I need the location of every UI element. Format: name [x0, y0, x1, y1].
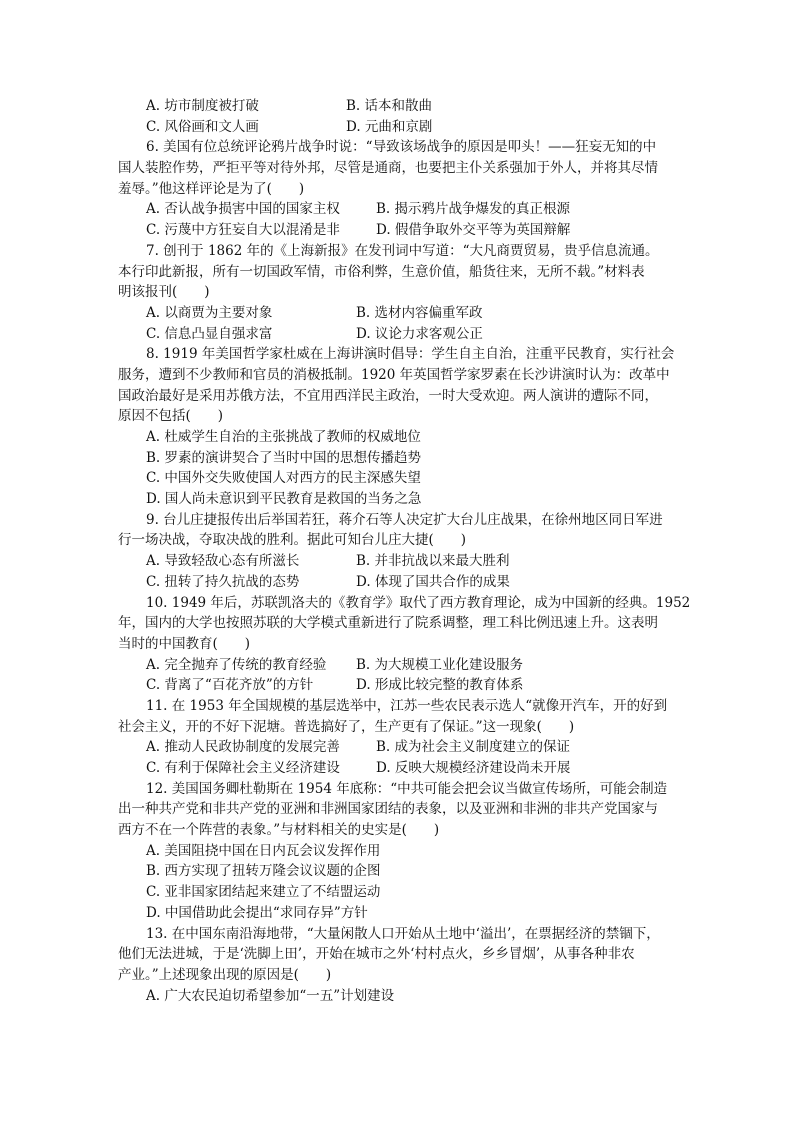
q13-stem-line3: 产业。”上述现象出现的原因是( ): [118, 966, 332, 983]
q10-stem-line2: 年，国内的大学也按照苏联的大学模式重新进行了院系调整，理工科比例迅速上升。这表明: [118, 615, 658, 632]
q10-options-row2: [118, 675, 678, 696]
q7-stem-line3: 明该报刊( ): [118, 284, 210, 301]
q7-option-c: C. 信息凸显自强求富: [146, 325, 273, 342]
q6-option-d: D. 假借争取外交平等为英国辩解: [376, 222, 571, 239]
q10-stem-line3: 当时的中国教育( ): [118, 635, 251, 652]
q9-stem-line1: 9. 台儿庄捷报传出后举国若狂，蒋介石等人决定扩大台儿庄战果，在徐州地区同日军进: [146, 511, 663, 528]
q9-stem-line2: 行一场决战，夺取决战的胜利。据此可知台儿庄大捷( ): [118, 532, 467, 549]
q12-option-c: C. 亚非国家团结起来建立了不结盟运动: [146, 884, 381, 901]
q8-option-a: A. 杜威学生自治的主张挑战了教师的权威地位: [146, 429, 421, 445]
q11-option-c: C. 有利于保障社会主义经济建设: [146, 760, 340, 776]
q7-options-row2: [118, 324, 678, 345]
q8-option-c: C. 中国外交失败使国人对西方的民主深感失望: [146, 470, 421, 487]
q5-option-c: C. 风俗画和文人画: [146, 118, 259, 135]
q6-stem-line2: 国人装腔作势，严拒平等对待外邦，尽管是通商，也要把主仆关系强加于外人，并将其尽情: [118, 160, 658, 177]
q7-option-b: B. 选材内容偏重军政: [356, 304, 483, 321]
exam-page: [118, 96, 691, 1006]
q13-stem-line1: 13. 在中国东南沿海地带，“大量闲散人口开始从土地中‘溢出’，在票据经济的禁锢下，: [146, 925, 660, 942]
q6-option-a: A. 否认战争损害中国的国家主权: [146, 201, 340, 218]
q10-option-c: C. 背离了“百花齐放”的方针: [146, 677, 314, 694]
q9-options-row1: [118, 551, 678, 572]
q12-stem-line3: 西方不在一个阵营的表象。”与材料相关的史实是( ): [118, 822, 440, 839]
q7-option-a: A. 以商贾为主要对象: [146, 304, 273, 321]
q7-option-d: D. 议论力求客观公正: [356, 325, 483, 342]
q10-stem-line1: 10. 1949 年后，苏联凯洛夫的《教育学》取代了西方教育理论，成为中国新的经典。1952: [146, 594, 691, 611]
q11-stem-line1: 11. 在 1953 年全国规模的基层选举中，江苏一些农民表示选人“就像开汽车，开的好到: [146, 697, 668, 714]
q5-options-row2: [118, 117, 678, 138]
q8-stem-line4: 原因不包括( ): [118, 408, 224, 425]
q13-stem-line2: 他们无法进城，于是‘洗脚上田’，开始在城市之外‘村村点火，乡乡冒烟’，从事各种非农: [118, 946, 635, 963]
q5-option-d: D. 元曲和京剧: [346, 118, 433, 135]
q8-option-d: D. 国人尚未意识到平民教育是救国的当务之急: [146, 491, 422, 508]
q9-option-a: A. 导致轻敌心态有所滋长: [146, 553, 300, 570]
q11-options-row2: [118, 758, 678, 779]
q10-options-row1: [118, 655, 678, 676]
q9-option-d: D. 体现了国共合作的成果: [356, 573, 510, 590]
q6-stem-line1: 6. 美国有位总统评论鸦片战争时说：“导致该场战争的原因是叩头！——狂妄无知的中: [146, 139, 657, 156]
q12-option-a: A. 美国阻挠中国在日内瓦会议发挥作用: [146, 842, 381, 859]
q9-option-c: C. 扭转了持久抗战的态势: [146, 573, 300, 590]
q12-option-b: B. 西方实现了扭转万隆会议议题的企图: [146, 863, 381, 880]
q11-option-b: B. 成为社会主义制度建立的保证: [376, 739, 571, 756]
q8-stem-line2: 服务，遭到不少教师和官员的消极抵制。1920 年英国哲学家罗素在长沙讲演时认为：改革中: [118, 366, 670, 383]
q11-option-a: A. 推动人民政协制度的发展完善: [146, 739, 340, 756]
q12-option-d: D. 中国借助此会提出“求同存异”方针: [146, 904, 368, 921]
q10-option-d: D. 形成比较完整的教育体系: [356, 677, 524, 694]
q11-stem-line2: 社会主义，开的不好下泥塘。普选搞好了，生产更有了保证。”这一现象( ): [118, 718, 575, 735]
q7-options-row1: [118, 303, 678, 324]
q6-options-row2: [118, 220, 678, 241]
q6-option-c: C. 污蔑中方狂妄自大以混淆是非: [146, 222, 340, 239]
q11-options-row1: [118, 737, 678, 758]
q8-option-b: B. 罗素的演讲契合了当时中国的思想传播趋势: [146, 449, 422, 466]
q7-stem-line2: 本行印此新报，所有一切国政军情，市俗利弊，生意价值，船货往来，无所不载。”材料表: [118, 263, 645, 280]
q5-option-a: A. 坊市制度被打破: [146, 98, 259, 114]
q5-option-b: B. 话本和散曲: [346, 98, 433, 114]
q10-option-a: A. 完全抛弃了传统的教育经验: [146, 656, 327, 673]
q9-options-row2: [118, 572, 678, 593]
q11-option-d: D. 反映大规模经济建设尚未开展: [376, 760, 571, 776]
q9-option-b: B. 并非抗战以来最大胜利: [356, 553, 510, 570]
q12-stem-line2: 出一种共产党和非共产党的亚洲和非洲国家团结的表象，以及亚洲和非洲的非共产党国家与: [118, 801, 658, 818]
q8-stem-line3: 国政治最好是采用苏俄方法，不宜用西洋民主政治，一时大受欢迎。两人演讲的遭际不同，: [118, 387, 658, 404]
q6-option-b: B. 揭示鸦片战争爆发的真正根源: [376, 201, 571, 218]
q5-options-row1: [118, 96, 678, 117]
q6-stem-line3: 羞辱。”他这样评论是为了( ): [118, 180, 305, 197]
q7-stem-line1: 7. 创刊于 1862 年的《上海新报》在发刊词中写道：“大凡商贾贸易，贵乎信息流通。: [146, 242, 659, 259]
q10-option-b: B. 为大规模工业化建设服务: [356, 656, 524, 673]
q6-options-row1: [118, 199, 678, 220]
q8-stem-line1: 8. 1919 年美国哲学家杜威在上海讲演时倡导：学生自主自治，注重平民教育，实行社会: [146, 346, 675, 363]
q12-stem-line1: 12. 美国国务卿杜勒斯在 1954 年底称：“中共可能会把会议当做宣传场所，可能会制造: [146, 780, 668, 797]
q13-option-a: A. 广大农民迫切希望参加“一五”计划建设: [146, 987, 395, 1004]
